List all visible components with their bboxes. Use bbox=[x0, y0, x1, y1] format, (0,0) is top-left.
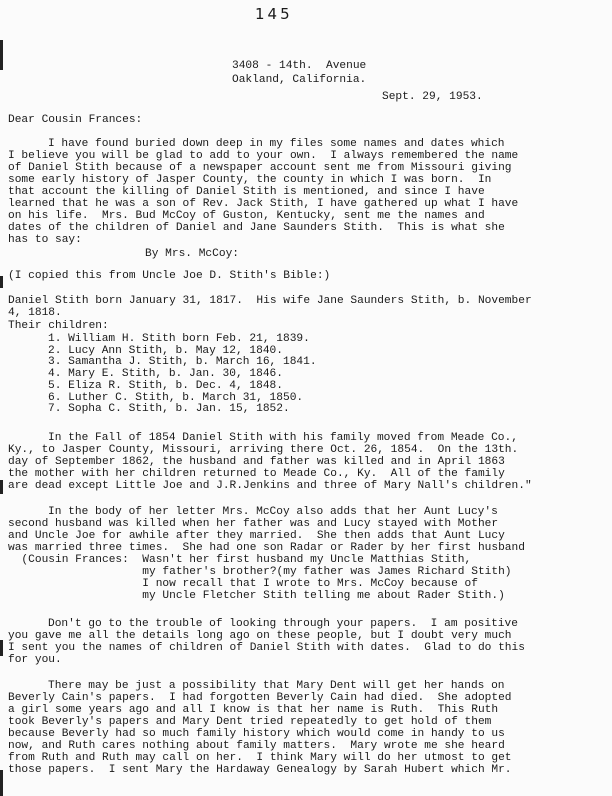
text-line: I have found buried down deep in my files some names and dates which bbox=[48, 138, 505, 150]
text-line: dates of the children of Daniel and Jane Saunders Stith. This is what she bbox=[8, 222, 505, 234]
text-line: Daniel Stith born January 31, 1817. His wife Jane Saunders Stith, b. November bbox=[8, 295, 532, 307]
list-item: 1. William H. Stith born Feb. 21, 1839. bbox=[48, 333, 310, 345]
page-number: 145 bbox=[255, 5, 293, 23]
text-line: because Beverly had so much family history which would come in handy to us bbox=[8, 728, 505, 740]
text-line: the mother with her children returned to Meade Co., Ky. All of the family bbox=[8, 468, 505, 480]
text-line: There may be just a possibility that Mary Dent will get her hands on bbox=[48, 680, 505, 692]
list-item: 2. Lucy Ann Stith, b. May 12, 1840. bbox=[48, 344, 283, 357]
text-line: took Beverly's papers and Mary Dent tried repeatedly to get hold of them bbox=[8, 716, 492, 728]
text-line: those papers. I sent Mary the Hardaway Genealogy by Sarah Hubert which Mr. bbox=[8, 764, 512, 776]
text-line: has to say: bbox=[8, 234, 82, 246]
text-line: (Cousin Frances: Wasn't her first husband my Uncle Matthias Stith, bbox=[8, 554, 472, 566]
text-line: I believe you will be glad to add to your own. I always remembered the name bbox=[8, 150, 519, 162]
text-line: my father's brother?(my father was James Richard Stith) bbox=[8, 566, 512, 578]
text-line: day of September 1862, the husband and father was killed and in April 1863 bbox=[8, 456, 505, 468]
text-line: you gave me all the details long ago on these people, but I doubt very much bbox=[8, 630, 512, 642]
address-line-2: Oakland, California. bbox=[232, 74, 367, 86]
text-line: that account the killing of Daniel Stith is mentioned, and since I have bbox=[8, 186, 485, 198]
page-edge-mark bbox=[0, 770, 3, 796]
text-line: some early history of Jasper County, the county in which I was born. In bbox=[8, 174, 492, 186]
text-line: my Uncle Fletcher Stith telling me about Rader Stith.) bbox=[8, 590, 505, 602]
text-line: are dead except Little Joe and J.R.Jenkins and three of Mary Nall's children." bbox=[8, 480, 532, 492]
text-line: 4, 1818. bbox=[8, 307, 62, 319]
children-list bbox=[48, 334, 317, 416]
text-line: Ky., to Jasper County, Missouri, arriving there Oct. 26, 1854. On the 13th. bbox=[8, 444, 519, 456]
list-item: 3. Samantha J. Stith, b. March 16, 1841. bbox=[48, 356, 317, 369]
list-item: 6. Luther C. Stith, b. March 31, 1850. bbox=[48, 391, 304, 404]
page-edge-mark bbox=[0, 40, 3, 70]
text-line: I sent you the names of children of Daniel Stith with dates. Glad to do this bbox=[8, 642, 525, 654]
text-line: of Daniel Stith because of a newspaper account sent me from Missouri giving bbox=[8, 162, 512, 174]
page-edge-mark bbox=[0, 640, 3, 656]
text-line: second husband was killed when her father was and Lucy stayed with Mother bbox=[8, 518, 499, 530]
byline: By Mrs. McCoy: bbox=[145, 248, 239, 260]
text-line: from Ruth and Ruth may call on her. I think Mary will do her utmost to get bbox=[8, 752, 512, 764]
page-edge-mark bbox=[0, 480, 3, 494]
salutation: Dear Cousin Frances: bbox=[8, 114, 143, 126]
address-line-1: 3408 - 14th. Avenue bbox=[232, 60, 367, 72]
list-item: 5. Eliza R. Stith, b. Dec. 4, 1848. bbox=[48, 379, 283, 392]
text-line: a girl some years ago and all I know is that her name is Ruth. This Ruth bbox=[8, 704, 499, 716]
text-line: I now recall that I wrote to Mrs. McCoy because of bbox=[8, 578, 478, 590]
text-line: on his life. Mrs. Bud McCoy of Guston, Kentucky, sent me the names and bbox=[8, 210, 485, 222]
text-line: now, and Ruth cares nothing about family matters. Mary wrote me she heard bbox=[8, 740, 505, 752]
list-item: 4. Mary E. Stith, b. Jan. 30, 1846. bbox=[48, 368, 283, 381]
page-edge-mark bbox=[0, 276, 3, 288]
letter-date: Sept. 29, 1953. bbox=[382, 91, 483, 103]
text-line: learned that he was a son of Rev. Jack Stith, I have gathered up what I have bbox=[8, 198, 519, 210]
children-heading: Their children: bbox=[8, 320, 109, 332]
text-line: In the body of her letter Mrs. McCoy also adds that her Aunt Lucy's bbox=[48, 506, 498, 518]
text-line: was married three times. She had one son Radar or Rader by her first husband bbox=[8, 542, 525, 554]
text-line: and Uncle Joe for awhile after they married. She then adds that Aunt Lucy bbox=[8, 530, 505, 542]
text-line: In the Fall of 1854 Daniel Stith with his family moved from Meade Co., bbox=[48, 432, 518, 444]
text-line: Don't go to the trouble of looking through your papers. I am positive bbox=[48, 618, 518, 630]
list-item: 7. Sopha C. Stith, b. Jan. 15, 1852. bbox=[48, 403, 290, 416]
bible-note: (I copied this from Uncle Joe D. Stith's Bible:) bbox=[8, 270, 331, 282]
text-line: for you. bbox=[8, 654, 62, 666]
text-line: Beverly Cain's papers. I had forgotten Beverly Cain had died. She adopted bbox=[8, 692, 512, 704]
